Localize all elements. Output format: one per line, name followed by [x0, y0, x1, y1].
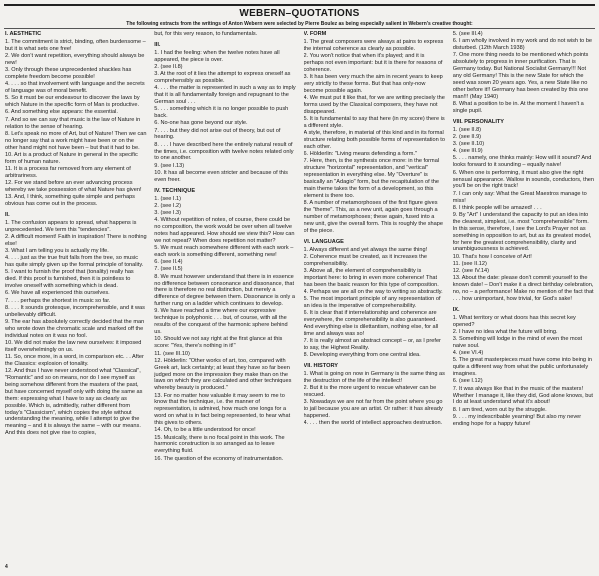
quotation: 7. Here, then, is the synthesis once more: in the formal structure "horizontal" representation, and "vertical" representation in everything else. My "Overture" is basically an "Adagio" form, but the recapitulation of the main theme takes the form of a development, so this element is there too.	[303, 158, 440, 199]
quotation: 8. . . . I have described here the entirely natural result of the times, i.e. composition with twelve notes related only to one another.	[154, 141, 294, 162]
quotation: 3. (see I.3)	[154, 210, 181, 217]
quotation: 11. (see II.12)	[452, 260, 487, 267]
quotation: 6. No-one has gone beyond our style.	[154, 120, 248, 127]
section-heading: VI. LANGUAGE	[303, 238, 344, 245]
quotation: 10. It has all become even stricter and because of this even freer.	[154, 169, 288, 183]
quotation: 8. . . . It sounds grotesque, incomprehensible, and it was unbelievably difficult.	[5, 304, 145, 318]
page-title: WEBERN–QUOTATIONS	[239, 8, 360, 19]
quotation: 8. I am tired, worn out by the struggle.	[452, 406, 547, 413]
quotation: 1. (see II.8)	[452, 126, 482, 133]
quotation: 8. We must however understand that there is in essence no difference between consonance and dissonance, that there is therefore no real distinction, but merely a difference of degree between them. Dissonance is only a further rung on a ladder which continues to develop.	[154, 273, 296, 308]
quotation: 2. I have no idea what the future will bring.	[452, 328, 558, 335]
quotation: 5. . . . something which it is no longer possible to push back.	[154, 106, 289, 120]
quotation: 1. The confusion appears to spread, what happens is unprecedented. We term this "tendencies".	[5, 219, 137, 233]
column-2	[154, 31, 296, 565]
quotation: 6. It is clear that if interrelationship and coherence are everywhere, the comprehensibility is also guaranteed. And everything else is dilettantism, nothing else, for all time and always was so!	[303, 310, 439, 337]
quotation: 1. The great composers were always at pains to express the internal coherence as clearly as possible.	[303, 38, 444, 52]
quotation: 5. We must reach somewhere different with each work – each work is something different, something new!	[154, 245, 294, 259]
quotation: 4. We must put it like that, for we are writing precisely the forms used by the Classical composers, they have not disappeared.	[303, 95, 445, 115]
quotation: 1. Always different and yet always the same thing!	[303, 246, 428, 253]
intro-text: The following extracts from the writings of Anton Webern were selected by Pierre Boulez as being especially salient in Webern's creative thought:	[126, 21, 473, 27]
quotation: 6. Hölderlin: "Living means defending a form."	[303, 151, 417, 158]
quotation: 14. Oh, to be a little understood for once!	[154, 427, 256, 434]
quotation: 7. . . . but they did not arise out of theory, but out of hearing.	[154, 127, 281, 141]
quotation: 7. It was always like that in the music of the masters! Whether I manage it, like they did, God alone knows, but I do at least understand what it's about!	[452, 385, 593, 406]
quotation: 1. (see I.1)	[154, 195, 181, 202]
quotation: 7. And so we can say that music is the law of Nature in relation to the sense of hearing.	[5, 116, 141, 130]
quotation: 3. Something will lodge in the mind of even the most naive soul.	[452, 336, 583, 350]
quotation: 12. And thus I have never understood what "Classical", "Romantic" and so on means, nor do I see myself as being somehow different from the masters of the past, but have concerned myself only with doing the same as them: expressing what I have to say as clearly as possible. Which is, admittedly, rather different from today's "Classicism", which copies the style without understanding the meaning, while I attempt to give the meaning – and it is always the same – with our means. And this does not give rise to copies,	[5, 368, 143, 437]
quotation: 9. We have reached a time where our expressive technique is polyphonic . . . but, of course, with all the results of the conquest of the harmonic sphere behind us.	[154, 308, 288, 336]
section-heading: VII. HISTORY	[303, 363, 339, 370]
quotation: 6. When one is performing, it must also give the right sensual appearance. Wallow in sounds, conductors, then you'll be on the right track!	[452, 169, 595, 190]
quotation: 9. (see I.13)	[154, 162, 185, 169]
quotation: 12. (see IV.14)	[452, 268, 489, 275]
quotation: 13. About the date: please don't commit yourself to the known date! – Don't make it a direct birthday celebration, no, no – a performance! Make no mention of the fact that . . . how unimportant, how trivial, for God's sake!	[452, 275, 594, 302]
quotation: 6. I am wholly involved in my work and do not wish to be disturbed. (12th March 1938)	[452, 38, 593, 52]
quotation: 11. It is a process far removed from any element of arbitrariness.	[5, 165, 131, 179]
section-heading: IV. TECHNIQUE	[154, 187, 196, 194]
quotation: 4. (see III.9)	[452, 148, 483, 155]
section-heading: II.	[5, 211, 10, 218]
quotation: 2. But it is the more urgent to rescue whatever can be rescued.	[303, 385, 437, 399]
quotation: 6. And something else appears: the essential.	[5, 109, 118, 116]
quotation: 2. (see II.8)	[154, 63, 183, 70]
quotation: 7. It is really almost an abstract concept – or, as I prefer to say, the Highest Reality.	[303, 338, 441, 352]
quotation: 3. Nowadays we are not far from the point where you go to jail because you are an artist. Or rather: it has already happened.	[303, 399, 443, 420]
quotation: 16. The question of the economy of instrumentation.	[154, 455, 284, 462]
quotation: 4. . . . the matter is represented in such a way as to imply that it is all fundamentally foreign and repugnant to the German soul . . .	[154, 85, 296, 106]
quotation: 6. (see II.4)	[154, 259, 183, 266]
quotation: 6. (see I.12)	[452, 378, 483, 385]
quotation: 11. So, once more, in a word, in comparison etc. . . After the Classics: explosion of tonality.	[5, 354, 144, 367]
quotation: 10. Should we not say right at the first glance at this score: "Yes, there's nothing in it!"	[154, 336, 283, 350]
section-heading: V. FORM	[303, 31, 327, 37]
quotation: 3. (see II.10)	[452, 141, 485, 148]
quotation: 10. Art is a product of Nature in general in the specific form of human nature.	[5, 151, 138, 165]
quotation: 2. (see II.9)	[452, 133, 482, 140]
quotation: 4. . . . so that involvement with language and the secrets of language was of moral benefit.	[5, 81, 145, 95]
quotation: 6. We have all experienced this ourselves.	[5, 290, 110, 297]
quotation: 9. By "Art" I understand the capacity to put an idea into the clearest, simplest, i.e. most "comprehensible" form. In this sense, therefore, I see the Lord's Prayer not as something in opposition to art, but as its greatest model, for here the greatest comprehensibility, clarity and unambiguousness is achieved.	[452, 211, 592, 253]
quotation: 7. (see II.5)	[154, 266, 183, 273]
quotation: 5. . . . namely, one thinks mainly: How will it sound? And looks forward to it sounding – equally naive!	[452, 155, 592, 169]
top-rule	[4, 4, 595, 6]
quotation: 3. Only through these unprecedented shackles has complete freedom become possible!	[5, 67, 132, 81]
text-columns	[5, 31, 595, 565]
quotation: 3. At the root of it lies the attempt to express oneself as comprehensibly as possible.	[154, 71, 291, 85]
column-1	[5, 31, 147, 565]
quotation: 3. What I am telling you is actually my life.	[5, 248, 109, 255]
quotation: 1. What is going on now in Germany is the same thing as the destruction of the life of the intellect!	[303, 371, 445, 384]
quotation: 5. So it must be our endeavour to discover the laws by which Nature in the specific form of Man is productive.	[5, 95, 140, 109]
column-4	[453, 31, 595, 565]
quotation: 5. I want to furnish the proof that (tonality) really has died. If this proof is furnished, then it is pointless to involve oneself with something which is dead.	[5, 269, 134, 290]
quotation: 7. I can only say: What the Great Maestros manage to miss!	[452, 190, 587, 204]
quotation: 12. Hölderlin: "Other works of art, too, compared with Greek art, lack certainty; at least they have so far been judged more on the impression they make than on the laws on which they are calculated and other techniques whereby beauty is produced."	[154, 357, 292, 392]
quotation: 8. Developing everything from one central idea.	[303, 352, 421, 359]
quotation: A style, therefore, in material of this kind and in its formal structure relating both possible forms of representation to each other.	[303, 130, 445, 150]
quotation: 2. (see I.2)	[154, 202, 181, 209]
quotation: 12. For we stand before an ever advancing process whereby we take possession of what Nature has given!	[5, 180, 142, 193]
quotation: but, for this very reason, to fundamentals.	[154, 31, 258, 37]
header-divider	[4, 28, 595, 29]
quotation: 15. Musically, there is no focal point in this work. The harmonic construction is so arranged as to leave everything fluid.	[154, 434, 285, 455]
quotation: 4. . . . just as the true fruit falls from the tree, so music has quite simply given up the formal principle of tonality.	[5, 255, 144, 269]
quotation: 7. One more thing needs to be mentioned which points absolutely to progress in inner purification. That is Germany today. But National Socialist Germany!!! Not any old Germany! This is the new State for which the seed was sown 20 years ago. Yes, a new State like no other before it!! Germany has been created by this one man!!! (May 1940)	[452, 52, 589, 100]
quotation: 5. It is fundamental to say that here (in my score) there is a different style.	[303, 116, 445, 129]
quotation: 13. For no matter how valuable it may seem to me to know that the technique, i.e. the manner of representation, is admired, how much one longs for a word on what is in fact being represented, to hear what this gives to others.	[154, 392, 291, 427]
quotation: 8. What a position to be in. At the moment I haven't a single pupil.	[452, 100, 584, 114]
quotation: 1. The commitment is strict, binding, often burdensome – but it is what sets one free!	[5, 38, 146, 52]
quotation: 8. Let's speak no more of Art, but of Nature! Then we can no longer say that a work might have been or on the other hand might not have been – but that it had to be.	[5, 130, 147, 151]
section-heading: III.	[154, 41, 161, 48]
quotation: 13. And, I think, something quite simple and perhaps obvious has come out in the process.	[5, 194, 135, 208]
quotation: 4. Perhaps we are all on the way to writing so abstractly.	[303, 288, 443, 295]
column-3	[304, 31, 446, 565]
quotation: 3. It has been very much the aim in recent years to keep very strictly to these forms. But that has only-now become possible again.	[303, 74, 443, 94]
quotation: 4. . . . then the world of intellect approaches destruction.	[303, 420, 443, 427]
quotation: 5. The most important principle of any representation of an idea is the imperative of comprehensibility.	[303, 296, 441, 309]
quotation: 2. A difficult moment! Faith in inspiration! There is nothing else!	[5, 233, 147, 247]
quotation: 2. We don't want repetition, everything should always be new!	[5, 53, 145, 66]
quotation: 10. We did not make the law new ourselves: it imposed itself overwhelmingly on us.	[5, 339, 142, 353]
quotation: 8. I think people will be amazed! . . .	[452, 204, 542, 211]
quotation: 10. That's how I conceive of Art!	[452, 253, 532, 260]
quotation: 4. (see VI.4)	[452, 350, 484, 357]
quotation: 3. Above all, the element of comprehensibility is important here: to bring in even more coherence! That has been the basic reason for this type of composition.	[303, 267, 439, 288]
section-heading: IX.	[452, 306, 460, 313]
quotation: 9. The ear has absolutely correctly decided that the man who wrote down the chromatic scale and marked off the individual notes on it was no fool.	[5, 318, 145, 339]
page-number: 4	[5, 564, 8, 570]
quotation: 8. A number of metamorphoses of the first figure gives the "theme". This, as a new unit, again goes through a number of metamorphoses; these again, fused into a new unit, give the overall form. This is roughly the shape of the piece.	[303, 200, 444, 234]
section-heading: I. AESTHETIC	[5, 31, 42, 37]
quotation: 7. . . . perhaps the shortest in music so far.	[5, 297, 111, 304]
quotation: 1. What territory or what doors has this secret key opened?	[452, 314, 576, 328]
section-heading: VIII. PERSONALITY	[452, 118, 505, 125]
quotation: 9. . . . my indescribable yearning! But also my never ending hope for a happy future!	[452, 413, 582, 427]
quotation: 5. The great masterpieces must have come into being in quite a different way from what the public unfortunately imagines.	[452, 357, 592, 378]
quotation: 2. You won't notice that when it's played; and it is perhaps not even important: but it is there for reasons of coherence.	[303, 53, 443, 73]
quotation: 11. (see III.10)	[154, 350, 190, 357]
quotation: 4. Without repetition of notes, of course, there could be no composition, the work would be over when all twelve notes had appeared. How should we view this? How can we not repeat? When does repetition not matter?	[154, 217, 295, 244]
quotation: 1. I had the feeling: when the twelve notes have all appeared, the piece is over.	[154, 49, 280, 63]
quotation: 5. (see III.4)	[452, 31, 483, 37]
quotation: 2. Coherence must be created, as it increases the comprehensibility.	[303, 253, 427, 267]
